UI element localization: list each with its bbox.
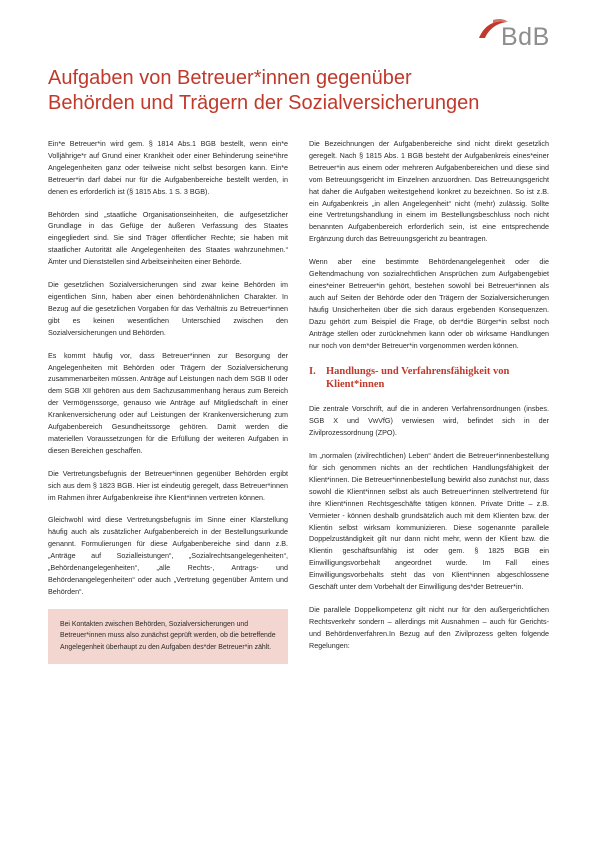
section-title: Handlungs- und Verfahrensfähigkeit von Klient*innen <box>326 366 510 391</box>
bdb-logo <box>477 18 567 52</box>
paragraph: Gleichwohl wird diese Vertretungsbefugnis im Sinne einer Klarstellung häufig auch als zusätzlicher Aufgabenbereich in der Bestellungsurkunde genannt. Formulierungen für diese Aufgabenbereiche sind dann z.B. „Anträge auf Sozialleistungen“, „Sozialrechtsangelegenheiten“, „Behördenangelegenheiten“, „alle Rechts-, Antrags- und Behördenangelegenheiten“ oder auch „Vertretung gegenüber Ämtern und Behörden“. <box>48 515 288 596</box>
section-number: I. <box>309 366 316 378</box>
paragraph: Ein*e Betreuer*in wird gem. § 1814 Abs.1 BGB bestellt, wenn ein*e Volljährige*r auf Grund einer Krankheit oder einer Behinderung seine*ihre Angelegenheiten ganz oder teilweise nicht selbst besorgen kann. Ein*e Betreuer*in darf dabei nur für die Aufgabenbereiche bestellt werden, in denen es erforderlich ist (§ 1815 Abs. 1 S. 3 BGB). <box>48 139 288 196</box>
paragraph: Die Vertretungsbefugnis der Betreuer*innen gegenüber Behörden ergibt sich aus dem § 1823 BGB. Hier ist eindeutig geregelt, dass Betreuer*innen im Rahmen ihrer Aufgabenkreise ihre Klient*innen vertreten können. <box>48 468 288 502</box>
paragraph: Die zentrale Vorschrift, auf die in anderen Verfahrensordnungen (insbes. SGB X und VwVfG) verwiesen wird, befindet sich in der Zivilprozessordnung (ZPO). <box>309 404 549 438</box>
left-column <box>48 138 288 664</box>
page-title-line-1: Aufgaben von Betreuer*innen gegenüber <box>48 67 412 89</box>
right-column <box>309 138 549 663</box>
page-title <box>48 66 548 116</box>
paragraph: Im „normalen (zivilrechtlichen) Leben“ ändert die Betreuer*innenbestellung für sich genommen nichts an der rechtlichen Handlungsfähigkeit der Klient*innen. Die Betreuer*innenbestellung bewirkt also zunächst nur, dass sowohl die Klient*innen selbst als auch Betreuer*innen stellvertretend für ihre Klient*innen Rechtsgeschäfte tätigen können. Private Dritte – z.B. Vermieter - können deshalb grundsätzlich auch mit dem Klienten bzw. der Klientin selbst wirksam kommunizieren. Diese sogenannte parallele Doppelzuständigkeit gilt nur dann nicht mehr, wenn der Klient bzw. die Klientin geschäftsunfähig ist oder gem. § 1825 BGB ein Einwilligungsvorbehalt angeordnet wurde. Im Fall eines Einwilligungsvorbehalts steht das von Klient*innen abgeschlossene Geschäft unter dem Vorbehalt der Einwilligung des*der Betreuer*in. <box>309 451 549 592</box>
paragraph: Die gesetzlichen Sozialversicherungen sind zwar keine Behörden im eigentlichen Sinn, haben aber einen behördenähnlichen Charakter. In Bezug auf die gesetzlichen Vorgaben für das Verhältnis zu Betreuer*innen gibt es keinen wesentlichen Unterschied zwischen den Sozialversicherungen und Behörden. <box>48 280 288 337</box>
paragraph: Die Bezeichnungen der Aufgabenbereiche sind nicht direkt gesetzlich geregelt. Nach § 1815 Abs. 1 BGB besteht der Aufgabenkreis eines*einer Betreuer*in aus einem oder mehreren Aufgabenbereichen und diese sind vom Betreuungsgericht im Einzelnen anzuordnen. Das Betreuungsgericht hat daher die Aufgaben weitestgehend konkret zu bezeichnen. So ist z.B. ein Aufgabenkreis „in allen Angelegenheit“ nicht (mehr) zulässig. Sollte eine Vertretungshandlung in einem im Bestellungsbeschluss noch nicht benannten Aufgabenbereich erforderlich sein, ist eine entsprechende Ergänzung durch das Betreuungsgericht zu beantragen. <box>309 139 549 244</box>
paragraph: Die parallele Doppelkompetenz gilt nicht nur für den außergerichtlichen Rechtsverkehr sondern – allerdings mit Ausnahmen – auch für Gerichts- und Behördenverfahren.In Bezug auf den Zivilprozess gelten folgende Regelungen: <box>309 605 549 650</box>
paragraph: Behörden sind „staatliche Organisationseinheiten, die aufgesetzlicher Grundlage in das Gefüge der äußeren Verfassung des Staates eingegliedert sind. Sie sind Träger öffentlicher Rechte; sie haben mit staatlicher Autorität alle Angelegenheiten des Staates wahrzunehmen.“ Ämter und Dienststellen sind Arbeitseinheiten einer Behörde. <box>48 209 288 267</box>
paragraph: Es kommt häufig vor, dass Betreuer*innen zur Besorgung der Angelegenheiten mit Behörden oder Trägern der Sozialversicherung zusammenarbeiten müssen. Anträge auf Leistungen nach dem SGB II oder dem SGB XII gehören aus dem Sachzusammenhang heraus zum Bereich der Vermögenssorge, genauso wie Anträge auf Mitgliedschaft in einer Krankenversicherung oder auf Leistungen der Krankenversicherung zum Aufgabenbereich Gesundheitssorge gehören. Damit werden die materiellen Voraussetzungen für die Erfüllung der weiteren Aufgaben in diesen Bereichen geschaffen. <box>48 350 288 455</box>
info-box-text: Bei Kontakten zwischen Behörden, Sozialversicherungen und Betreuer*innen muss also zunächst geprüft werden, ob die betreffende Angelegenheit überhaupt zu den Aufgaben des*der Betreuer*in zählt. <box>60 620 276 651</box>
info-box <box>48 609 288 664</box>
page-title-line-2: Behörden und Trägern der Sozialversicherungen <box>48 92 480 114</box>
logo-text: BdB <box>501 23 550 51</box>
paragraph: Wenn aber eine bestimmte Behördenangelegenheit oder die Geltendmachung von sozialrechtlichen Ansprüchen zum Aufgabengebiet eines*einer Betreuer*in gehört, bestehen sowohl bei Betreuer*innen als auch auf Seiten der Behörde oder den Trägern der Sozialversicherungen häufig Unsicherheiten über die sich daraus ergebenden Konsequenzen. Dazu gehört zum Beispiel die Frage, ob der*die Bürger*in selbst noch Anträge stellen oder zurücknehmen kann oder ob wirksame Handlungen nur noch von dem*der Betreuer*in vorgenommen werden können. <box>309 257 549 350</box>
section-heading <box>309 365 549 391</box>
